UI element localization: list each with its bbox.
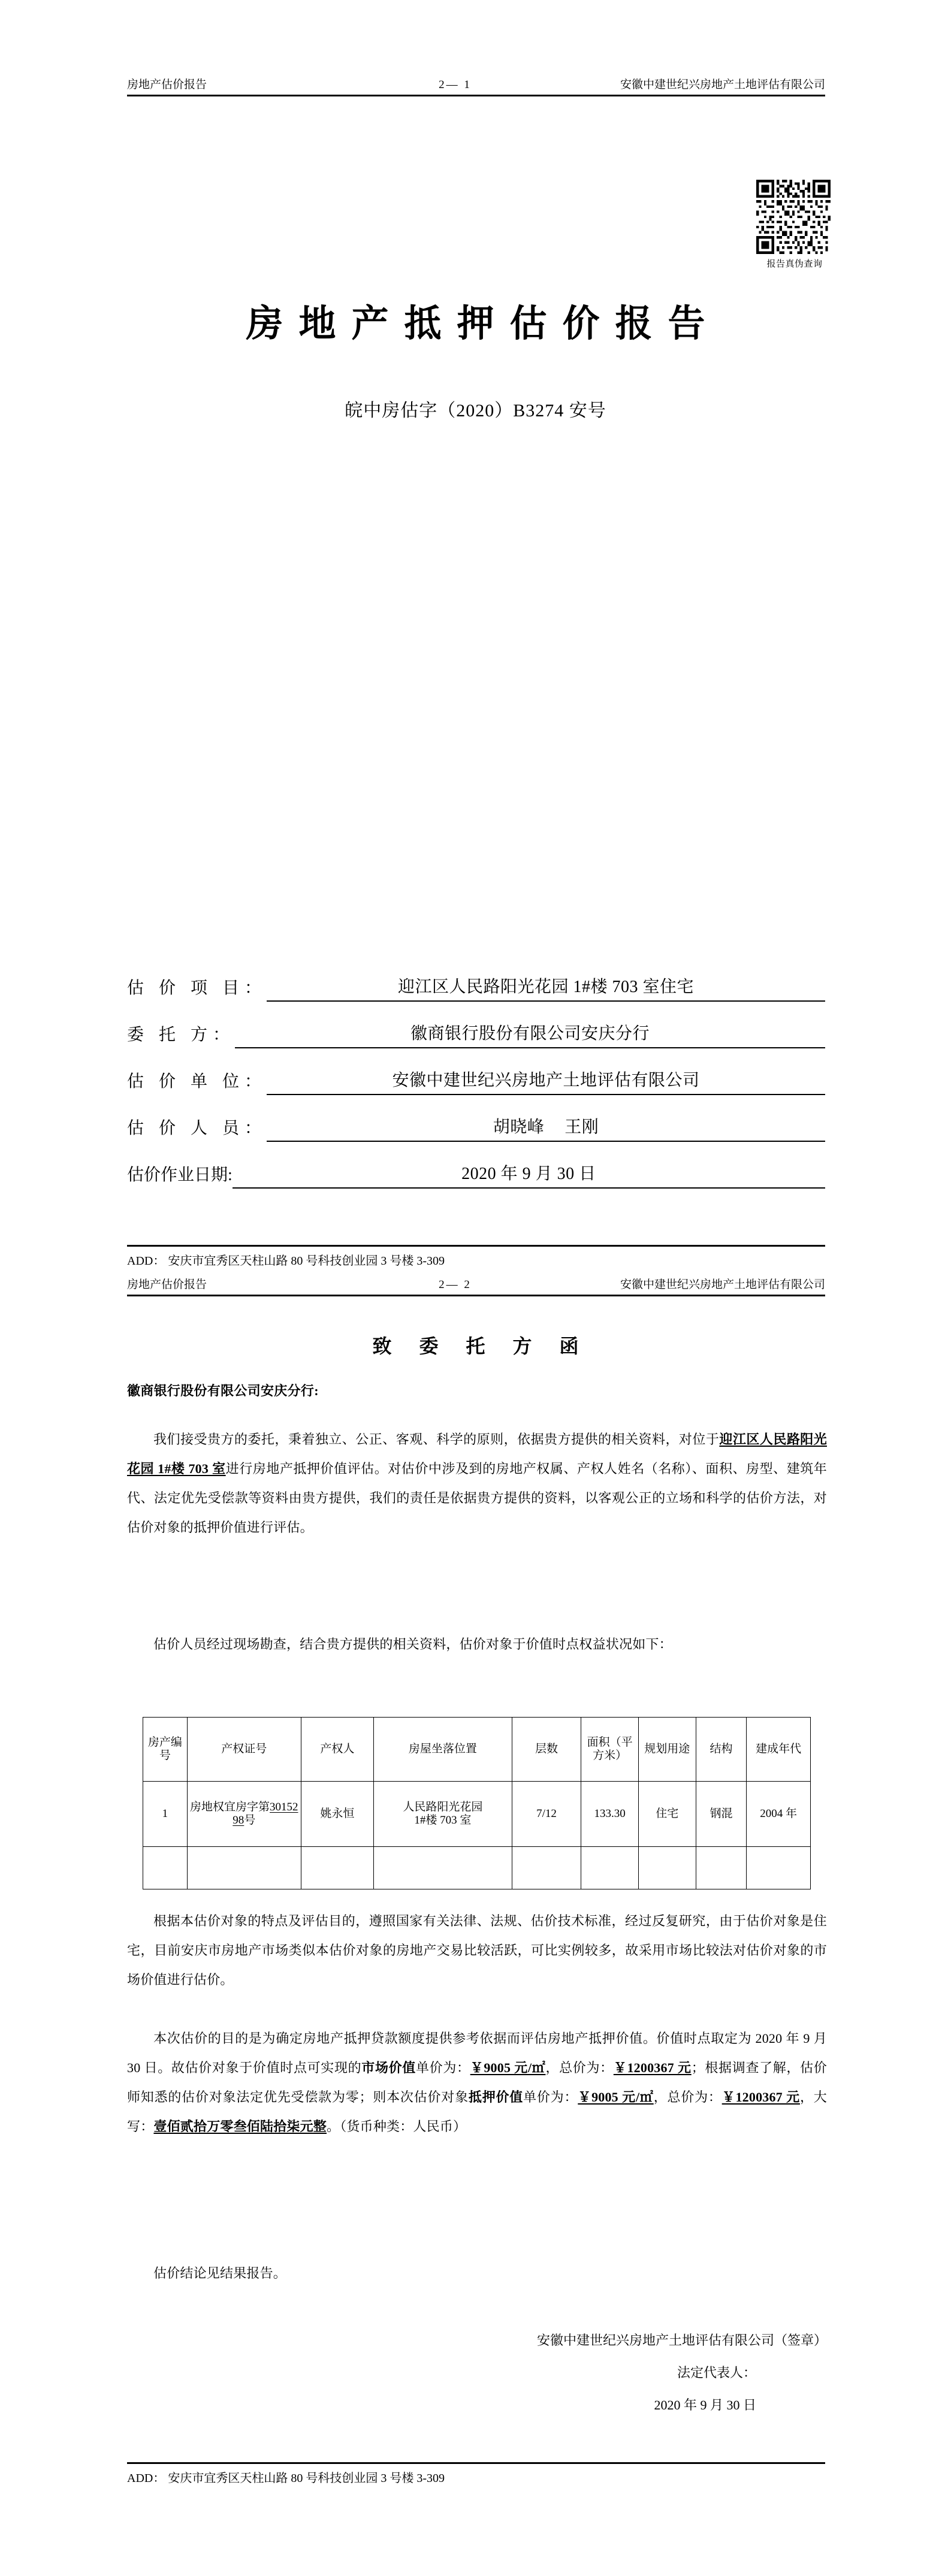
td-year-built: 2004 年 (747, 1782, 811, 1847)
para4-part-f: ，总价为： (653, 2090, 722, 2105)
signature-company: 安徽中建世纪兴房地产土地评估有限公司（签章） (536, 2333, 827, 2348)
cover-running-header-row (127, 79, 825, 90)
td-cert-number (187, 1782, 301, 1847)
letter-paragraph-3-text: 根据本估价对象的特点及评估目的，遵照国家有关法律、法规、估价技术标准，经过反复研究，由于估价对象是住宅，目前安庆市房地产市场类似本估价对象的房地产交易比较活跃，可比实例较多，故采用市场比较法对估价对象的市场价值进行估价。 (127, 1913, 827, 1987)
qr-caption-text: 报告真伪查询 (766, 259, 823, 269)
letter-paragraph-4-text (127, 2024, 827, 2141)
market-unit-price: ￥9005 元/㎡ (470, 2060, 546, 2075)
page2-header-page-number: 2— 2 (439, 1278, 472, 1291)
cover-field-client-value: 徽商银行股份有限公司安庆分行 (235, 1020, 825, 1048)
cover-footer-address: ADD： 安庆市宜秀区天柱山路 80 号科技创业园 3 号楼 3-309 (127, 1245, 825, 1267)
th-cert-number: 产权证号 (187, 1718, 301, 1782)
mortgage-total-price: ￥1200367 元 (721, 2090, 800, 2105)
qr-verification-block (756, 180, 833, 270)
signature-block (455, 2324, 827, 2421)
cover-field-appraisers-label: 估 价 人 员： (127, 1119, 267, 1138)
td-blank-7 (638, 1847, 696, 1889)
letter-paragraph-5 (127, 2258, 827, 2288)
cover-field-list (127, 973, 825, 1207)
table-row-blank (143, 1847, 811, 1889)
cover-header-page-number: 2— 1 (439, 78, 472, 91)
cover-header-left-text: 房地产估价报告 (127, 78, 207, 91)
page2-header-left-text: 房地产估价报告 (127, 1278, 207, 1291)
th-owner: 产权人 (301, 1718, 373, 1782)
appraiser-name-2: 王刚 (564, 1118, 599, 1136)
td-blank-3 (301, 1847, 373, 1889)
letter-paragraph-1-text (127, 1425, 827, 1542)
property-table-body (143, 1782, 811, 1889)
cover-field-appraisers (127, 1114, 825, 1142)
th-structure: 结构 (696, 1718, 747, 1782)
property-info-table (143, 1717, 811, 1889)
cover-field-appraisal-firm-value: 安徽中建世纪兴房地产土地评估有限公司 (267, 1067, 825, 1095)
page2-header-company: 安徽中建世纪兴房地产土地评估有限公司 (620, 1278, 825, 1291)
cover-field-project-value: 迎江区人民路阳光花园 1#楼 703 室住宅 (267, 973, 825, 1002)
qr-code-icon[interactable] (756, 180, 831, 254)
th-planned-usage: 规划用途 (638, 1718, 696, 1782)
cover-field-client (127, 1020, 825, 1048)
para1-property-address: 迎江区人民路阳光花园 1#楼 703 室 (127, 1432, 827, 1476)
signature-legal-representative: 法定代表人： (677, 2365, 756, 2380)
para4-part-e: 单价为： (523, 2090, 578, 2105)
cover-field-project-label: 估 价 项 目： (127, 979, 267, 997)
cover-report-number: 皖中房估字（2020）B3274 安号 (345, 401, 606, 421)
page2-running-header-row (127, 1279, 825, 1290)
letter-paragraph-2 (127, 1629, 827, 1659)
td-blank-1 (143, 1847, 188, 1889)
cover-field-client-label: 委 托 方： (127, 1026, 236, 1044)
th-year-built: 建成年代 (747, 1718, 811, 1782)
page2-running-header (127, 1279, 825, 1296)
td-blank-4 (373, 1847, 512, 1889)
table-row (143, 1782, 811, 1847)
para1-part-a: 我们接受贵方的委托，秉着独立、公正、客观、科学的原则，依据贵方提供的相关资料，对位于 (153, 1432, 720, 1447)
cover-header-company: 安徽中建世纪兴房地产土地评估有限公司 (620, 78, 825, 91)
cert-prefix: 房地权宜房字第 (190, 1801, 270, 1814)
market-value-label: 市场价值 (361, 2060, 416, 2075)
cert-number-value: 3015298 (233, 1801, 298, 1827)
cover-field-project (127, 973, 825, 1002)
mortgage-unit-price: ￥9005 元/㎡ (578, 2090, 654, 2105)
cover-field-work-date-value: 2020 年 9 月 30 日 (233, 1160, 825, 1189)
appraiser-name-1: 胡晓峰 (493, 1118, 545, 1136)
td-structure: 钢混 (696, 1782, 747, 1847)
td-floors: 7/12 (512, 1782, 581, 1847)
para4-part-b: 单价为： (415, 2060, 470, 2075)
letter-paragraph-5-text: 估价结论见结果报告。 (153, 2266, 287, 2281)
cover-title: 房地产抵押估价报告 (246, 303, 721, 344)
cover-field-work-date (127, 1160, 825, 1189)
td-blank-5 (512, 1847, 581, 1889)
td-blank-6 (581, 1847, 639, 1889)
mortgage-value-label: 抵押价值 (468, 2090, 524, 2105)
para4-part-g: ，大写： (127, 2090, 827, 2134)
th-floors: 层数 (512, 1718, 581, 1782)
page2-footer-address: ADD： 安庆市宜秀区天柱山路 80 号科技创业园 3 号楼 3-309 (127, 2462, 825, 2484)
letter-paragraph-2-text: 估价人员经过现场勘查，结合贵方提供的相关资料，估价对象于价值时点权益状况如下： (153, 1637, 672, 1652)
cover-field-work-date-label: 估价作业日期: (127, 1166, 233, 1184)
market-total-price: ￥1200367 元 (613, 2060, 692, 2075)
cover-field-appraisal-firm-label: 估 价 单 位： (127, 1072, 267, 1091)
td-blank-8 (696, 1847, 747, 1889)
letter-paragraph-3 (127, 1906, 827, 1994)
th-area: 面积（平方米） (581, 1718, 639, 1782)
para4-part-h: 。（货币种类：人民币） (327, 2119, 467, 2134)
th-location: 房屋坐落位置 (373, 1718, 512, 1782)
signature-date: 2020 年 9 月 30 日 (654, 2397, 756, 2412)
cover-running-header (127, 79, 825, 96)
td-blank-9 (747, 1847, 811, 1889)
letter-paragraph-1 (127, 1425, 827, 1542)
para4-part-c: ，总价为： (545, 2060, 614, 2075)
letter-title: 致 委 托 方 函 (372, 1335, 590, 1357)
letter-paragraph-4 (127, 2024, 827, 2141)
mortgage-amount-in-words: 壹佰贰拾万零叁佰陆拾柒元整 (153, 2119, 327, 2134)
td-property-no: 1 (143, 1782, 188, 1847)
td-location (373, 1782, 512, 1847)
para1-part-b: 进行房地产抵押价值评估。对估价中涉及到的房地产权属、产权人姓名（名称）、面积、房型、建筑年代、法定优先受偿款等资料由贵方提供，我们的责任是依据贵方提供的资料，以客观公正的立场和科学的估价方法，对估价对象的抵押价值进行评估。 (127, 1461, 827, 1535)
para4-part-d: ；根据调查了解，估价师知悉的估价对象法定优先受偿款为零；则本次估价对象 (127, 2060, 827, 2105)
location-line-1: 人民路阳光花园 (403, 1801, 483, 1814)
td-blank-2 (187, 1847, 301, 1889)
property-table-head (143, 1718, 811, 1782)
para4-part-a: 本次估价的目的是为确定房地产抵押贷款额度提供参考依据而评估房地产抵押价值。价值时点取定为 2020 年 9 月 30 日。故估价对象于价值时点可实现的 (127, 2031, 827, 2075)
td-planned-usage: 住宅 (638, 1782, 696, 1847)
cert-suffix: 号 (244, 1814, 256, 1827)
letter-salutation: 徽商银行股份有限公司安庆分行: (127, 1383, 319, 1398)
th-property-no: 房产编号 (143, 1718, 188, 1782)
td-area: 133.30 (581, 1782, 639, 1847)
location-line-2: 1#楼 703 室 (414, 1814, 472, 1827)
cover-field-appraisal-firm (127, 1067, 825, 1095)
td-owner: 姚永恒 (301, 1782, 373, 1847)
cover-field-appraisers-value (267, 1114, 825, 1142)
property-table-header-row (143, 1718, 811, 1782)
